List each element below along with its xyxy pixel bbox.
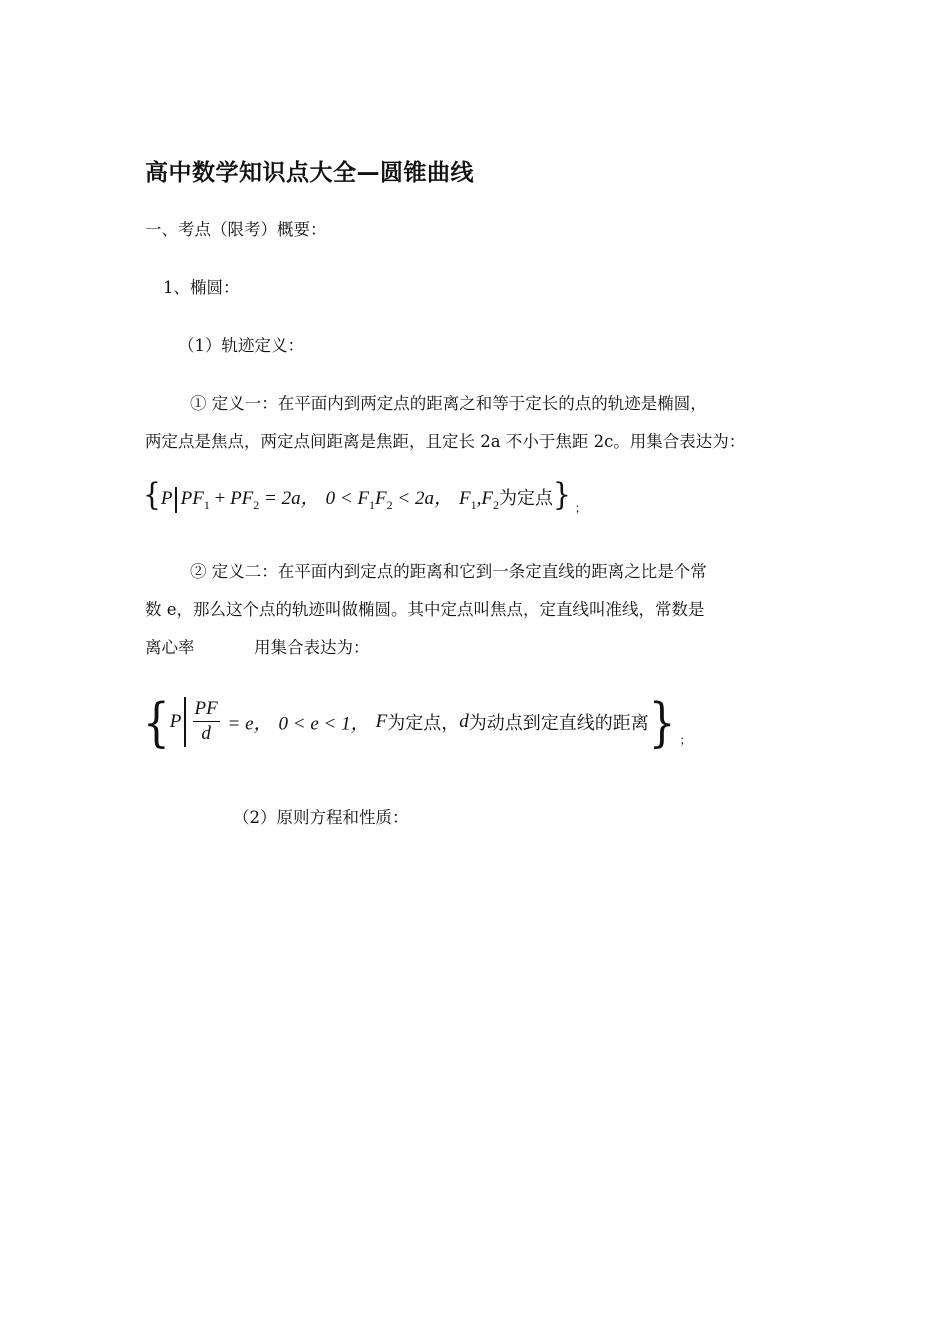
formula-f: F	[481, 488, 493, 509]
formula-subscript: 1	[470, 498, 477, 512]
section-heading: 一、考点（限考）概要：	[145, 220, 327, 239]
formula-var-p: P	[169, 711, 182, 732]
formula-d: d	[459, 711, 469, 732]
formula-subscript: 1	[369, 498, 376, 512]
formula-label-fixed-points: 为定点	[498, 488, 553, 509]
set-formula-definition-one	[143, 478, 587, 513]
open-brace: {	[143, 476, 161, 513]
formula-subscript: 2	[253, 498, 260, 512]
divider-bar	[184, 697, 185, 747]
definition-two-line3a: 离心率	[145, 638, 195, 657]
definition-one-line2: 两定点是焦点，两定点间距离是焦距，且定长 2a 不小于焦距 2c。用集合表达为：	[145, 432, 746, 451]
fraction-pf-over-d	[193, 698, 220, 746]
fraction-numerator: PF	[193, 698, 220, 722]
formula-equals: = 2a，	[259, 488, 320, 509]
definition-one-line1: ① 定义一：在平面内到两定点的距离之和等于定长的点的轨迹是椭圆，	[190, 394, 707, 413]
formula-subscript: 1	[203, 498, 210, 512]
formula-subscript: 2	[386, 498, 393, 512]
formula-label-fixed-point: 为定点，	[387, 713, 460, 734]
close-brace: }	[648, 691, 676, 753]
divider-bar	[175, 487, 176, 513]
formula-condition: 0 < e < 1，	[278, 713, 370, 735]
formula-pf: PF	[230, 488, 254, 509]
subheading-trajectory-definition: （1）轨迹定义：	[178, 336, 304, 355]
formula-f: F	[375, 711, 388, 732]
formula-var-p: P	[160, 488, 173, 509]
item-heading-ellipse: 1、椭圆：	[163, 278, 240, 297]
close-brace: }	[552, 476, 571, 513]
open-brace: {	[143, 691, 170, 753]
formula-f: F	[375, 488, 387, 509]
formula-semicolon: ；	[574, 501, 587, 515]
formula-f: F	[357, 488, 370, 509]
page-title: 高中数学知识点大全—圆锥曲线	[145, 160, 474, 186]
formula-condition: 0 <	[325, 488, 358, 509]
definition-two-line2: 数 e，那么这个点的轨迹叫做椭圆。其中定点叫焦点，定直线叫准线，常数是	[145, 600, 705, 619]
subheading-standard-equation: （2）原则方程和性质：	[233, 808, 409, 827]
set-formula-definition-two	[143, 691, 692, 753]
formula-f: F	[458, 488, 471, 509]
formula-pf: PF	[180, 488, 204, 509]
formula-semicolon: ；	[679, 733, 692, 748]
fraction-denominator: d	[201, 723, 211, 744]
definition-two-line3b: 用集合表达为：	[254, 638, 370, 657]
formula-equals: = e，	[222, 713, 273, 735]
formula-condition: < 2a，	[392, 488, 453, 509]
formula-label-distance: 为动点到定直线的距离	[468, 713, 649, 734]
formula-comma: ,	[476, 488, 482, 509]
formula-subscript: 2	[492, 498, 499, 512]
definition-two-line1: ② 定义二：在平面内到定点的距离和它到一条定直线的距离之比是个常	[190, 562, 707, 581]
formula-plus: +	[209, 488, 231, 509]
